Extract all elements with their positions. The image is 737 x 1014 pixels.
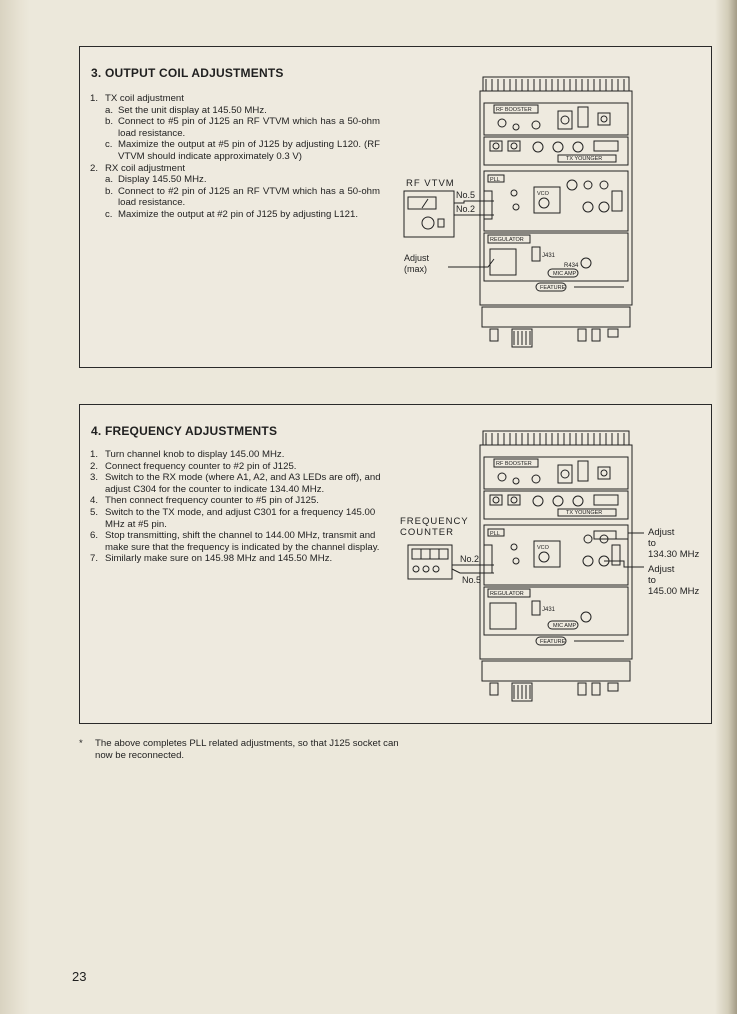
- sub-item: [90, 139, 380, 162]
- mic-amp-label: MIC AMP: [553, 623, 577, 629]
- mic-amp-label: MIC AMP: [553, 271, 577, 277]
- sub-text: Connect to #5 pin of J125 an RF VTVM which has a 50-ohm load resistance.: [118, 116, 380, 139]
- sub-letter: a.: [105, 174, 114, 186]
- item-number: 7.: [90, 553, 99, 565]
- pll-board: [484, 171, 628, 231]
- list-item: [90, 530, 386, 553]
- footnote: [79, 738, 399, 762]
- j125-connector: [484, 545, 492, 573]
- page-edge-right: [715, 0, 737, 1014]
- rf-booster-label: RF BOOSTER: [496, 107, 532, 113]
- heatsink: [483, 77, 629, 91]
- rf-vtvm-meter: [404, 191, 454, 237]
- regulator-label: REGULATOR: [490, 237, 524, 243]
- item-text: RX coil adjustment: [105, 162, 185, 174]
- pin5-label: No.5: [462, 575, 482, 585]
- r434-label: R434: [564, 263, 579, 269]
- item-number: 6.: [90, 530, 99, 542]
- item-number: 1.: [90, 93, 99, 104]
- adjust-145-label: Adjust: [648, 564, 675, 575]
- item-text: Then connect frequency counter to #5 pin of J125.: [105, 495, 319, 507]
- pll-label: PLL: [490, 531, 500, 537]
- j431-label: J431: [542, 607, 556, 613]
- sub-letter: a.: [105, 104, 114, 116]
- page-edge-left: [0, 0, 30, 1014]
- output-coil-panel: [79, 46, 712, 368]
- sub-letter: c.: [105, 139, 113, 151]
- item-text: TX coil adjustment: [105, 93, 184, 104]
- tx-younger-label: TX YOUNGER: [566, 156, 603, 162]
- footnote-text: The above completes PLL related adjustments, so that J125 socket can now be reconnected.: [95, 738, 399, 761]
- adjust-134-value: 134.30 MHz: [648, 549, 700, 560]
- item-number: 3.: [90, 472, 99, 484]
- adjust-145-to: to: [648, 575, 656, 586]
- j431-label: J431: [542, 253, 556, 259]
- feature-label: FEATURE: [540, 639, 566, 645]
- sub-item: [90, 186, 380, 209]
- vco-label: VCO: [537, 545, 549, 551]
- heatsink: [483, 431, 629, 445]
- counter-label: COUNTER: [400, 527, 454, 538]
- list-item: [90, 461, 386, 473]
- list-item: [90, 163, 380, 175]
- sub-text: Maximize the output at #5 pin of J125 by adjusting L120. (RF VTVM should indicate approximately 0.3 V): [118, 139, 380, 162]
- sub-item: [90, 209, 380, 221]
- section-title: 4. FREQUENCY ADJUSTMENTS: [91, 424, 278, 438]
- pin5-label: No.5: [456, 190, 476, 200]
- tx-younger-label: TX YOUNGER: [566, 510, 603, 516]
- frequency-label: FREQUENCY: [400, 516, 469, 527]
- regulator-label: REGULATOR: [490, 591, 524, 597]
- adjust-max-label: (max): [404, 264, 427, 274]
- sub-item: [90, 105, 380, 117]
- item-number: 2.: [90, 162, 99, 174]
- footnote-marker: *: [79, 738, 83, 749]
- sub-text: Maximize the output at #2 pin of J125 by adjusting L121.: [118, 208, 358, 220]
- pll-label: PLL: [490, 177, 500, 183]
- front-panel: [482, 307, 630, 327]
- page-number: 23: [72, 969, 87, 984]
- feature-label: FEATURE: [540, 285, 566, 291]
- sub-text: Display 145.50 MHz.: [118, 174, 207, 186]
- sub-item: [90, 174, 380, 186]
- sub-text: Set the unit display at 145.50 MHz.: [118, 104, 267, 116]
- list-item: [90, 495, 386, 507]
- item-text: Connect frequency counter to #2 pin of J125.: [105, 460, 297, 472]
- item-number: 2.: [90, 460, 99, 472]
- adjust-145-value: 145.00 MHz: [648, 586, 700, 597]
- item-text: Switch to the RX mode (where A1, A2, and A3 LEDs are off), and adjust C304 for the counter to indicate 134.40 MHz.: [105, 472, 381, 495]
- vco-label: VCO: [537, 191, 549, 197]
- rf-vtvm-label: RF VTVM: [406, 178, 455, 189]
- item-text: Similarly make sure on 145.98 MHz and 145.50 MHz.: [105, 553, 333, 565]
- list-item: [90, 449, 386, 461]
- sub-item: [90, 116, 380, 139]
- sub-letter: b.: [105, 185, 114, 197]
- item-text: Stop transmitting, shift the channel to 144.00 MHz, transmit and make sure that the frequency is indicated by the channel display.: [105, 530, 380, 553]
- item-number: 5.: [90, 506, 99, 518]
- pin2-label: No.2: [460, 554, 480, 564]
- list-item: [90, 553, 386, 565]
- sub-letter: c.: [105, 208, 113, 220]
- pin2-label: No.2: [456, 204, 476, 214]
- adjust-134-label: Adjust: [648, 527, 675, 538]
- frequency-adjustments-panel: [79, 404, 712, 724]
- front-panel: [482, 661, 630, 681]
- item-text: Switch to the TX mode, and adjust C301 for a frequency 145.00 MHz at #5 pin.: [105, 506, 376, 530]
- instruction-list: [90, 449, 386, 565]
- sub-text: Connect to #2 pin of J125 an RF VTVM which has a 50-ohm load resistance.: [118, 185, 380, 209]
- sub-letter: b.: [105, 116, 114, 128]
- instruction-list: [90, 93, 380, 221]
- list-item: [90, 93, 380, 105]
- adjust-134-to: to: [648, 538, 656, 549]
- pll-board: [484, 525, 628, 585]
- section-title: 3. OUTPUT COIL ADJUSTMENTS: [91, 66, 284, 80]
- frequency-counter-connection-diagram: [398, 421, 708, 717]
- item-number: 4.: [90, 495, 99, 507]
- item-text: Turn channel knob to display 145.00 MHz.: [105, 449, 285, 460]
- list-item: [90, 507, 386, 530]
- rf-booster-label: RF BOOSTER: [496, 461, 532, 467]
- adjust-label: Adjust: [404, 253, 430, 263]
- item-number: 1.: [90, 449, 99, 460]
- list-item: [90, 472, 386, 495]
- rf-vtvm-connection-diagram: [398, 67, 638, 363]
